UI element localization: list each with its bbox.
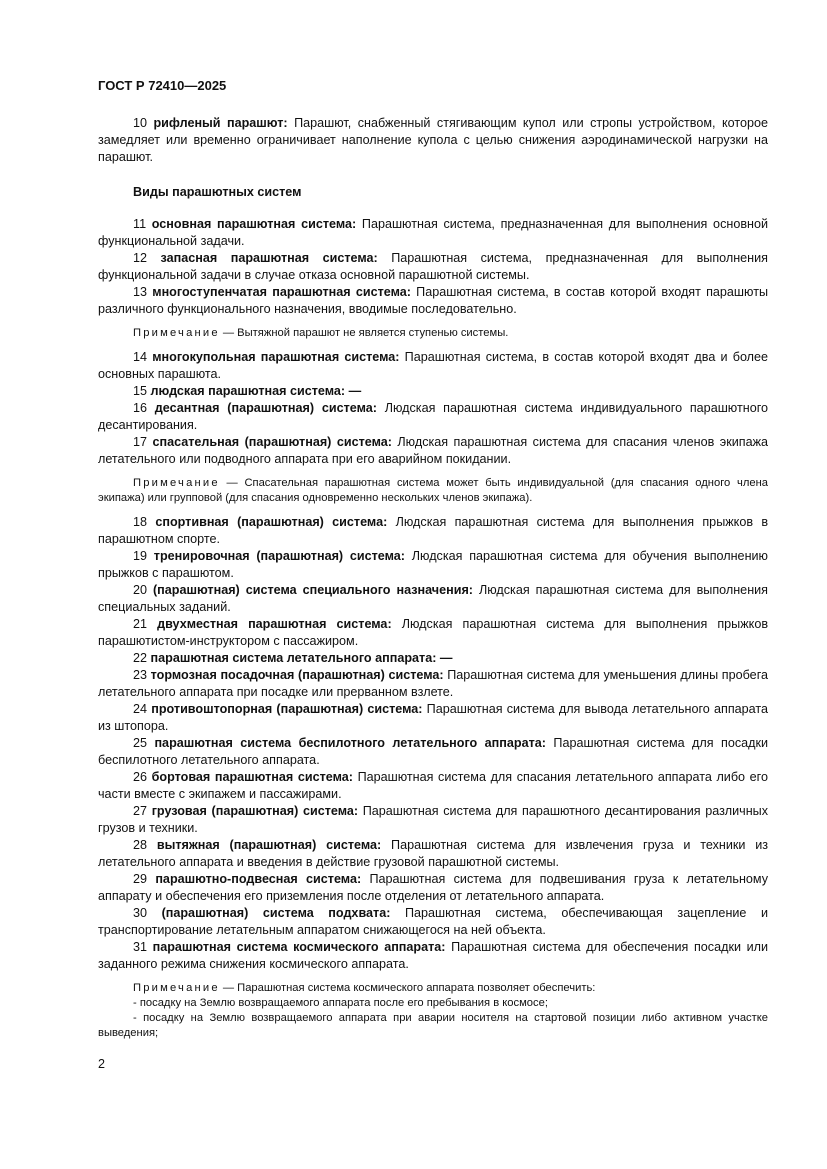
entry-number: 19 <box>133 549 148 563</box>
note <box>98 326 768 341</box>
note <box>98 476 768 506</box>
entry-number: 13 <box>133 285 148 299</box>
entry-term: основная парашютная система: <box>151 217 357 231</box>
entry-term: спасательная (парашютная) система: <box>152 435 392 449</box>
note-text: — Вытяжной парашют не является ступенью системы. <box>222 327 509 339</box>
note-list-item: - посадку на Землю возвращаемого аппарата после его пребывания в космосе; <box>133 997 548 1009</box>
entry-definition: Парашют, снабженный стягивающим купол или стропы устройством, которое замедляет или временно ограничивает наполнение купола с целью снижения аэродинамической нагрузки на парашют. <box>98 116 768 164</box>
entry-term: вытяжная (парашютная) система: <box>156 838 382 852</box>
entry-number: 29 <box>133 872 148 886</box>
term-entry <box>98 701 768 735</box>
entry-term: людская парашютная система: — <box>150 384 362 398</box>
note-list-item: - посадку на Землю возвращаемого аппарата при аварии носителя на стартовой позиции либо активном участке выведения; <box>98 1012 768 1039</box>
term-entry <box>98 250 768 284</box>
term-entry <box>98 769 768 803</box>
entry-definition: Парашютная система для уменьшения длины пробега летательного аппарата при посадке или прерванном взлете. <box>98 668 769 699</box>
entry-number: 27 <box>133 804 148 818</box>
term-entry <box>98 871 768 905</box>
entry-term: парашютная система летательного аппарата: — <box>150 651 453 665</box>
entry-number: 31 <box>133 940 148 954</box>
term-entry <box>98 837 768 871</box>
term-entry <box>98 582 768 616</box>
entry-term: (парашютная) система специального назначения: <box>152 583 473 597</box>
note-text: — Спасательная парашютная система может быть индивидуальной (для спасания одного члена экипажа) или групповой (для спасания одновременно нескольких членов экипажа). <box>98 477 768 504</box>
entry-term: запасная парашютная система: <box>160 251 378 265</box>
term-entry <box>98 650 768 667</box>
entry-term: грузовая (парашютная) система: <box>151 804 359 818</box>
entry-definition: Парашютная система для парашютного десантирования различных грузов и техники. <box>98 804 769 835</box>
page-number: 2 <box>98 1057 106 1071</box>
entry-number: 12 <box>133 251 148 265</box>
term-entry <box>98 383 768 400</box>
entries-group-a <box>98 216 768 318</box>
entry-definition: Парашютная система для спасания летательного аппарата либо его части вместе с экипажем и пассажирами. <box>98 770 768 801</box>
entry-number: 18 <box>133 515 148 529</box>
standard-code: ГОСТ Р 72410—2025 <box>98 78 227 93</box>
term-entry <box>98 667 768 701</box>
entry-definition: Парашютная система для посадки беспилотного летательного аппарата. <box>98 736 769 767</box>
entry-number: 16 <box>133 401 148 415</box>
entry-term: противоштопорная (парашютная) система: <box>151 702 423 716</box>
entry-definition: Людская парашютная система индивидуального парашютного десантирования. <box>98 401 769 432</box>
entry-number: 21 <box>133 617 148 631</box>
entry-term: парашютно-подвесная система: <box>155 872 362 886</box>
term-entry <box>98 803 768 837</box>
term-entry <box>98 216 768 250</box>
entry-definition: Парашютная система, в состав которой входят парашюты различного функционального назначения, вводимые последовательно. <box>98 285 769 316</box>
entry-term: многокупольная парашютная система: <box>152 350 400 364</box>
term-entry <box>98 349 768 383</box>
term-entry <box>98 434 768 468</box>
entry-number: 15 <box>133 384 148 398</box>
entry-definition: Парашютная система для вывода летательного аппарата из штопора. <box>98 702 769 733</box>
note-label: Примечание <box>133 327 220 339</box>
body-text <box>98 115 768 1041</box>
entry-term: парашютная система космического аппарата: <box>152 940 446 954</box>
entry-definition: Людская парашютная система для выполнения специальных заданий. <box>98 583 769 614</box>
term-entry <box>98 284 768 318</box>
entry-definition: Парашютная система, обеспечивающая зацепление и транспортирование летательным аппаратом снижающегося на ней объекта. <box>98 906 769 937</box>
entry-number: 30 <box>133 906 148 920</box>
entry-term: парашютная система беспилотного летательного аппарата: <box>154 736 546 750</box>
entry-number: 26 <box>133 770 148 784</box>
entry-number: 25 <box>133 736 148 750</box>
section-heading: Виды парашютных систем <box>133 185 302 199</box>
term-entry <box>98 616 768 650</box>
entry-term: бортовая парашютная система: <box>151 770 353 784</box>
entry-term: тренировочная (парашютная) система: <box>153 549 405 563</box>
entry-term: десантная (парашютная) система: <box>154 401 377 415</box>
entries-group-b <box>98 349 768 468</box>
entry-number: 24 <box>133 702 148 716</box>
entry-definition: Людская парашютная система для обучения выполнению прыжков с парашютом. <box>98 549 768 580</box>
entry-number: 22 <box>133 651 148 665</box>
entry-term: многоступенчатая парашютная система: <box>152 285 411 299</box>
entry-number: 23 <box>133 668 148 682</box>
entry-number: 10 <box>133 116 148 130</box>
entry-number: 28 <box>133 838 148 852</box>
note <box>98 981 768 996</box>
entry-term: (парашютная) система подхвата: <box>161 906 391 920</box>
entry-number: 20 <box>133 583 148 597</box>
entry-number: 17 <box>133 435 148 449</box>
note-text: — Парашютная система космического аппарата позволяет обеспечить: <box>222 982 596 994</box>
entry-term: спортивная (парашютная) система: <box>155 515 388 529</box>
entry-definition: Парашютная система для обеспечения посадки или заданного режима снижения космического аппарата. <box>98 940 769 971</box>
entry-definition: Парашютная система, предназначенная для выполнения функциональной задачи в случае отказа основной парашютной системы. <box>98 251 768 282</box>
entry-term: двухместная парашютная система: <box>157 617 392 631</box>
entry-definition: Парашютная система, в состав которой входят два и более основных парашюта. <box>98 350 769 381</box>
entry-term: рифленый парашют: <box>153 116 288 130</box>
term-entry <box>98 400 768 434</box>
term-entry <box>98 939 768 973</box>
entry-number: 14 <box>133 350 148 364</box>
term-entry <box>98 115 768 166</box>
note-label: Примечание <box>133 982 220 994</box>
term-entry <box>98 735 768 769</box>
entry-definition: Людская парашютная система для выполнения прыжков в парашютном спорте. <box>98 515 769 546</box>
entry-definition: Парашютная система для подвешивания груза к летательному аппарату и обеспечения его приземления после отделения от летательного аппарата. <box>98 872 769 903</box>
term-entry <box>98 905 768 939</box>
term-entry <box>98 514 768 548</box>
note-label: Примечание <box>133 477 220 489</box>
entry-definition: Людская парашютная система для выполнения прыжков парашютистом-инструктором с пассажиром. <box>98 617 769 648</box>
entries-group-c <box>98 514 768 973</box>
term-entry <box>98 548 768 582</box>
entry-definition: Парашютная система для извлечения груза и техники из летательного аппарата и введения в действие грузовой парашютной системы. <box>98 838 769 869</box>
entry-definition: Парашютная система, предназначенная для выполнения основной функциональной задачи. <box>98 217 769 248</box>
entry-term: тормозная посадочная (парашютная) система: <box>150 668 444 682</box>
entry-definition: Людская парашютная система для спасания членов экипажа летательного или подводного аппарата при его аварийном покидании. <box>98 435 768 466</box>
entry-number: 11 <box>133 217 147 231</box>
